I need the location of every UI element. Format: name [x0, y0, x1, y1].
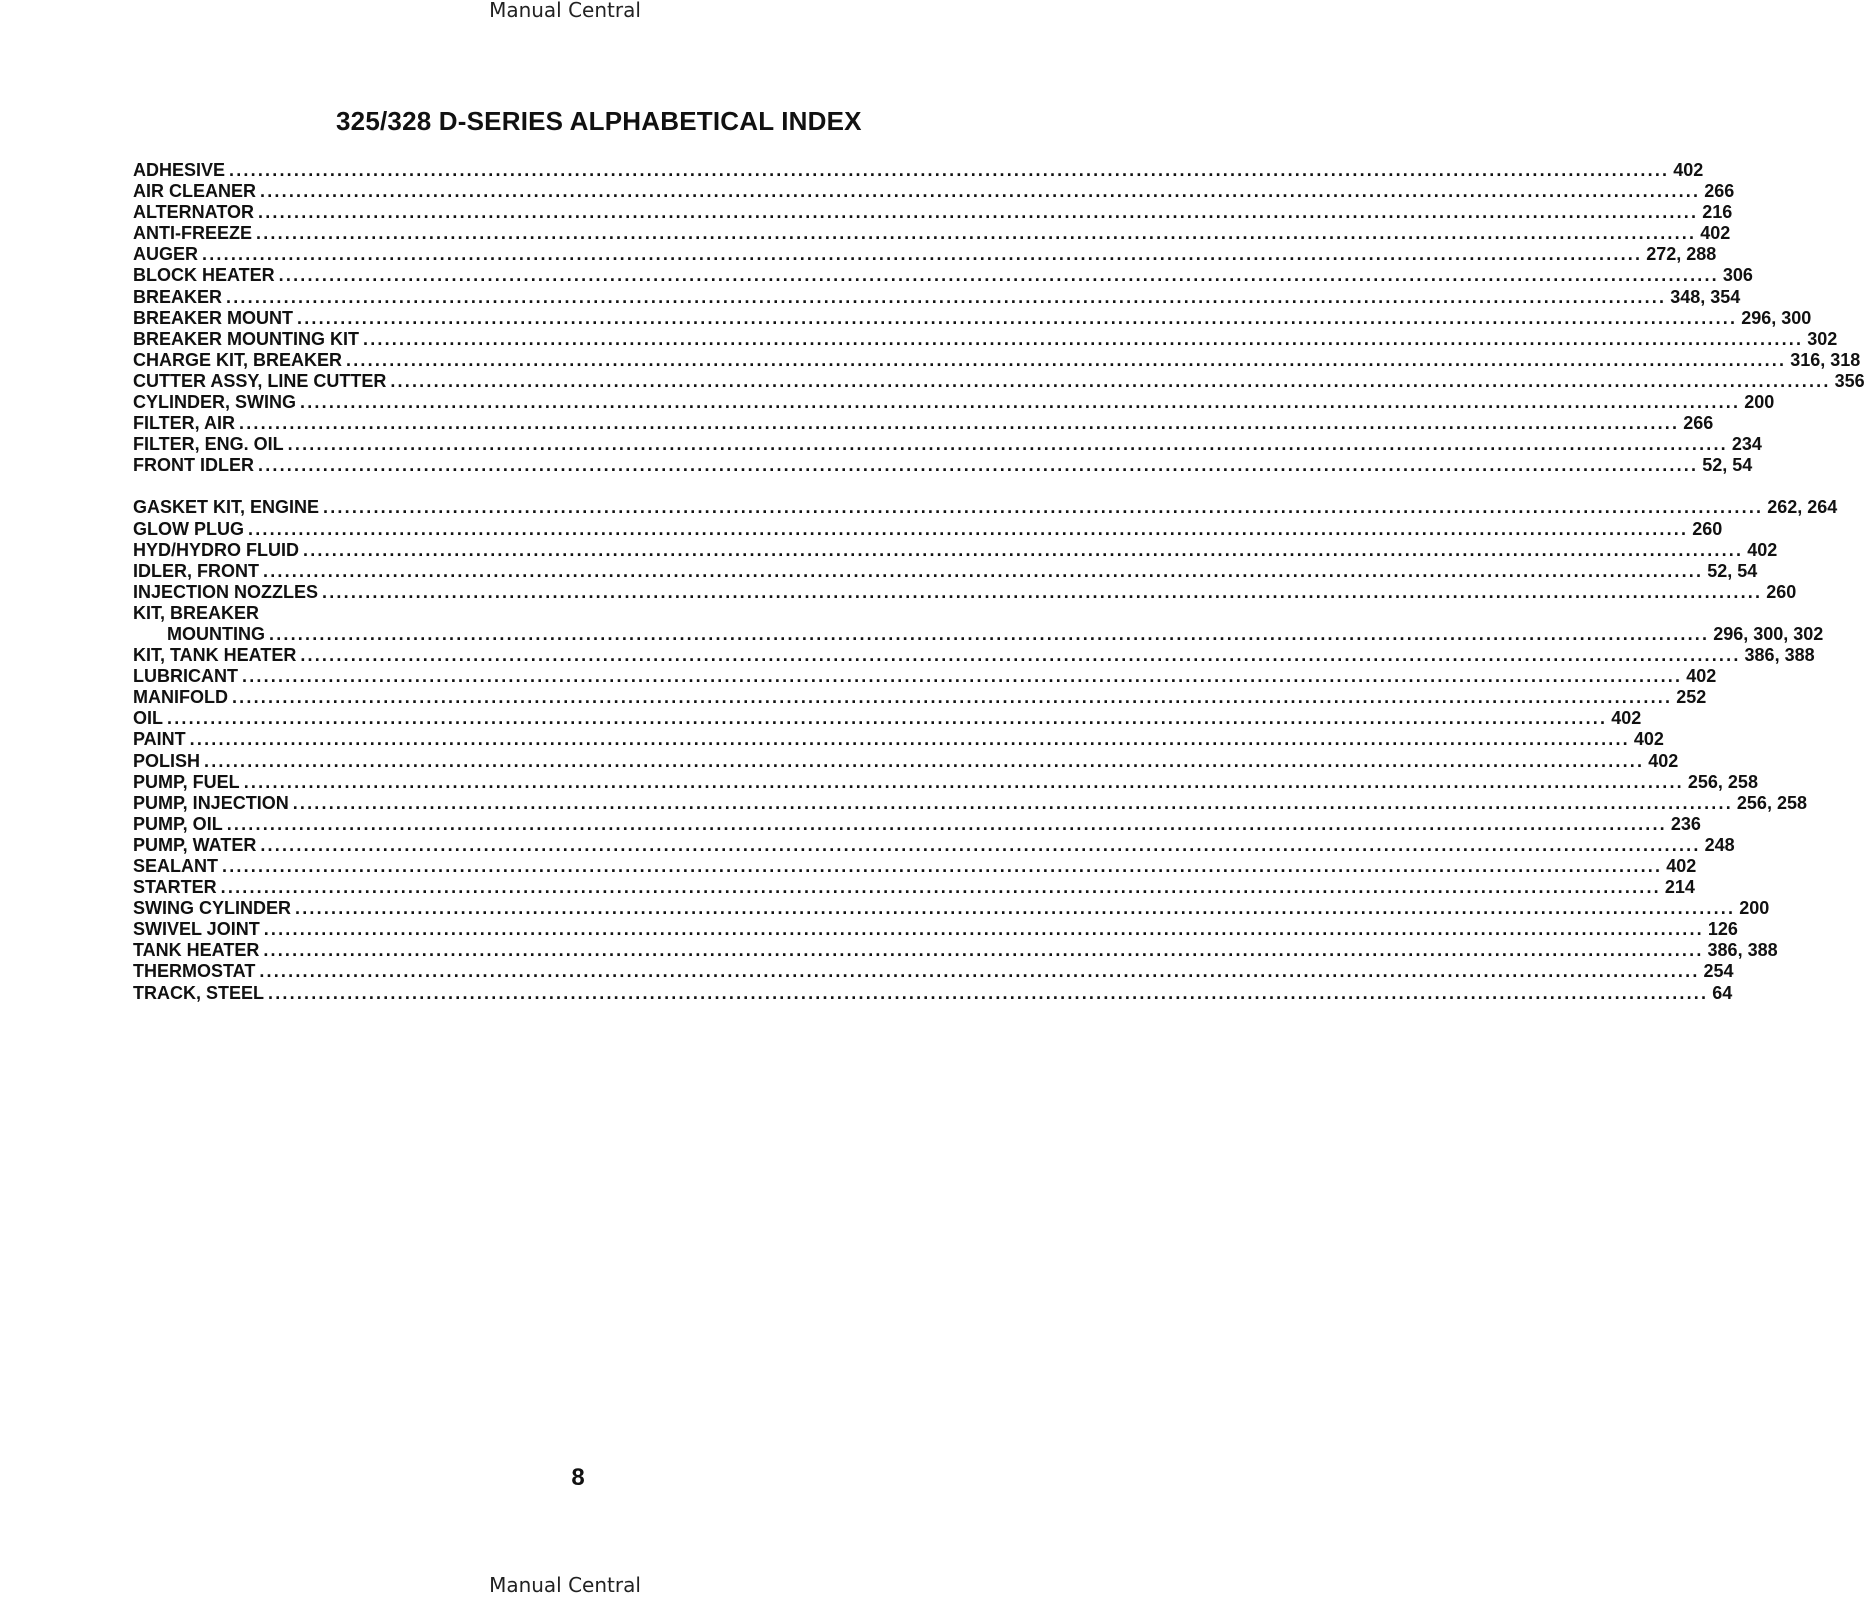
dot-leader: ........................................................................................................................................................................................................	[260, 834, 1701, 855]
dot-leader: ........................................................................................................................................................................................................	[259, 961, 1700, 982]
index-entry	[133, 413, 1714, 434]
index-entry	[133, 729, 1664, 750]
index-entry	[133, 982, 1733, 1004]
index-entry	[133, 392, 1775, 413]
index-entry-label: MOUNTING	[167, 623, 265, 644]
dot-leader: ........................................................................................................................................................................................................	[323, 497, 1764, 518]
index-entry	[133, 497, 1838, 518]
index-entry	[133, 603, 476, 624]
index-entry-pages: 260	[1692, 518, 1723, 539]
dot-leader: ........................................................................................................................................................................................................	[346, 349, 1787, 370]
dot-leader: ........................................................................................................................................................................................................	[231, 687, 1673, 708]
index-entry	[133, 687, 1707, 708]
index-entry	[133, 792, 1807, 814]
index-entry-label: ALTERNATOR	[133, 202, 254, 223]
index-entry	[133, 940, 1778, 961]
dot-leader: ........................................................................................................................................................................................................	[260, 181, 1701, 202]
index-entry-pages: 402	[1633, 729, 1664, 750]
index-entry-label: SWIVEL JOINT	[133, 919, 260, 940]
index-entry-pages: 296, 300, 302	[1713, 623, 1824, 644]
index-entry-pages: 214	[1664, 877, 1695, 898]
index-entry	[133, 307, 1812, 329]
index-entry	[133, 286, 1741, 308]
page-number: 8	[571, 1464, 585, 1491]
dot-leader: ........................................................................................................................................................................................................	[303, 539, 1744, 560]
dot-leader: ........................................................................................................................................................................................................	[189, 729, 1630, 750]
dot-leader: ........................................................................................................................................................................................................	[287, 434, 1728, 455]
index-entry-pages: 236	[1670, 813, 1701, 834]
index-entry	[133, 370, 1865, 392]
dot-leader: ........................................................................................................................................................................................................	[229, 160, 1670, 180]
dot-leader: ........................................................................................................................................................................................................	[278, 265, 1719, 286]
index-entry-label: POLISH	[133, 750, 201, 771]
index-entry	[133, 349, 1861, 371]
index-entry-pages: 252	[1676, 687, 1707, 708]
index-entry-label: PUMP, FUEL	[133, 771, 240, 792]
dot-leader: ........................................................................................................................................................................................................	[300, 645, 1741, 666]
index-entry-pages: 402	[1700, 223, 1731, 244]
dot-leader: ........................................................................................................................................................................................................	[295, 898, 1736, 919]
index-entry-label: OIL	[133, 708, 163, 729]
dot-leader: ........................................................................................................................................................................................................	[300, 392, 1741, 413]
index-entry-pages: 256, 258	[1736, 792, 1807, 813]
index-entry-label: AIR CLEANER	[133, 181, 257, 202]
dot-leader: ........................................................................................................................................................................................................	[258, 455, 1699, 476]
index-entry-label: FILTER, ENG. OIL	[133, 434, 284, 455]
dot-leader: ........................................................................................................................................................................................................	[222, 856, 1663, 876]
index-entry	[133, 328, 1838, 350]
index-entry-label: BREAKER	[133, 286, 223, 307]
index-entry-label: MANIFOLD	[133, 687, 228, 708]
index-entry-pages: 200	[1744, 392, 1775, 413]
index-entry-pages: 306	[1722, 265, 1753, 286]
index-entry-pages: 126	[1707, 919, 1738, 940]
index-entry	[133, 434, 1762, 455]
index-entry-pages: 262, 264	[1767, 497, 1838, 518]
dot-leader: ........................................................................................................................................................................................................	[220, 877, 1661, 898]
index-entry-pages: 402	[1673, 160, 1704, 180]
index-entry-label: INJECTION NOZZLES	[133, 581, 319, 602]
index-entry	[133, 223, 1731, 244]
index-entry	[133, 708, 1642, 729]
dot-leader: ........................................................................................................................................................................................................	[263, 919, 1704, 940]
index-entry	[133, 181, 1735, 202]
index-entry-label: FRONT IDLER	[133, 455, 254, 476]
dot-leader: ........................................................................................................................................................................................................	[297, 307, 1738, 328]
index-entry-label: KIT, BREAKER	[133, 602, 260, 623]
index-entry-pages: 402	[1648, 750, 1679, 771]
index-entry	[133, 265, 1753, 286]
index-entry-label: CUTTER ASSY, LINE CUTTER	[133, 370, 387, 391]
index-entry-label: GLOW PLUG	[133, 518, 244, 539]
dot-leader: ........................................................................................................................................................................................................	[292, 792, 1733, 813]
index-entry-label: BREAKER MOUNTING KIT	[133, 328, 359, 349]
index-entry-pages: 52, 54	[1702, 455, 1753, 476]
index-entry	[133, 539, 1778, 561]
index-entry	[133, 455, 1753, 476]
index-entry-label: KIT, TANK HEATER	[133, 645, 297, 666]
index-entry-pages: 260	[1766, 581, 1797, 602]
index-entry-label: AUGER	[133, 244, 199, 265]
index-entry	[133, 877, 1695, 898]
index-entry	[133, 834, 1735, 856]
index-entry-pages: 234	[1731, 434, 1762, 455]
index-entry-pages: 52, 54	[1707, 560, 1758, 581]
dot-leader: ........................................................................................................................................................................................................	[263, 940, 1704, 961]
index-entry-pages: 248	[1704, 834, 1735, 855]
dot-leader: ........................................................................................................................................................................................................	[258, 202, 1699, 223]
index-entry-label: CYLINDER, SWING	[133, 392, 297, 413]
dot-leader: ........................................................................................................................................................................................................	[263, 560, 1704, 581]
watermark-top: Manual Central	[489, 0, 641, 22]
index-entry	[133, 898, 1770, 919]
index-entry-label: CHARGE KIT, BREAKER	[133, 349, 343, 370]
page-title: 325/328 D-SERIES ALPHABETICAL INDEX	[336, 106, 862, 136]
index-entry	[133, 961, 1734, 982]
index-entry-pages: 316, 318	[1790, 349, 1861, 370]
dot-leader: ........................................................................................................................................................................................................	[363, 328, 1804, 349]
dot-leader: ........................................................................................................................................................................................................	[226, 286, 1667, 307]
index-entry	[133, 771, 1758, 793]
index-entry-label: PUMP, INJECTION	[133, 792, 289, 813]
dot-leader: ........................................................................................................................................................................................................	[242, 666, 1683, 687]
index-entry-label: SEALANT	[133, 856, 218, 876]
index-entry	[133, 856, 1697, 877]
index-entry-pages: 402	[1611, 708, 1642, 729]
index-entry-label: FILTER, AIR	[133, 413, 235, 434]
index-entry	[133, 160, 1704, 181]
index-entry-label: SWING CYLINDER	[133, 898, 292, 919]
alphabetical-index-list	[133, 160, 1865, 1004]
dot-leader: ........................................................................................................................................................................................................	[202, 244, 1643, 265]
index-entry-pages: 302	[1807, 328, 1838, 349]
index-entry-label: PUMP, WATER	[133, 834, 257, 855]
index-entry-pages: 356	[1834, 370, 1865, 391]
index-entry-label: GASKET KIT, ENGINE	[133, 497, 320, 518]
index-entry	[133, 581, 1797, 603]
index-entry-pages: 386, 388	[1707, 940, 1778, 961]
index-entry-label: ANTI-FREEZE	[133, 223, 252, 244]
index-entry-pages: 200	[1739, 898, 1770, 919]
dot-leader: ........................................................................................................................................................................................................	[248, 518, 1689, 539]
index-entry-pages: 64	[1712, 982, 1733, 1003]
index-entry-label: LUBRICANT	[133, 666, 238, 687]
index-entry-pages: 402	[1666, 856, 1697, 876]
index-entry	[133, 623, 1824, 645]
index-entry-label: STARTER	[133, 877, 217, 898]
index-entry	[133, 202, 1733, 223]
index-entry	[133, 813, 1701, 835]
index-entry-pages: 254	[1703, 961, 1734, 982]
dot-leader: ........................................................................................................................................................................................................	[204, 750, 1645, 771]
index-entry-pages: 402	[1686, 666, 1717, 687]
index-entry-label: TANK HEATER	[133, 940, 260, 961]
dot-leader: ........................................................................................................................................................................................................	[268, 982, 1709, 1003]
dot-leader: ........................................................................................................................................................................................................	[239, 413, 1680, 434]
index-entry-pages: 296, 300	[1741, 307, 1812, 328]
watermark-bottom: Manual Central	[489, 1573, 641, 1597]
dot-leader: ........................................................................................................................................................................................................	[269, 623, 1710, 644]
index-entry-pages: 402	[1747, 539, 1778, 560]
index-entry-pages: 256, 258	[1687, 771, 1758, 792]
index-entry-label: PAINT	[133, 729, 186, 750]
index-entry-label: IDLER, FRONT	[133, 560, 259, 581]
index-entry-pages: 348, 354	[1670, 286, 1741, 307]
index-entry	[133, 645, 1815, 666]
index-entry	[133, 244, 1717, 265]
index-entry-label: PUMP, OIL	[133, 813, 223, 834]
index-entry-pages: 216	[1702, 202, 1733, 223]
dot-leader: ........................................................................................................................................................................................................	[322, 581, 1763, 602]
dot-leader: ........................................................................................................................................................................................................	[256, 223, 1697, 244]
index-entry-label: BREAKER MOUNT	[133, 307, 293, 328]
dot-leader: ........................................................................................................................................................................................................	[226, 813, 1667, 834]
dot-leader: ........................................................................................................................................................................................................	[390, 370, 1831, 391]
index-entry-label: TRACK, STEEL	[133, 982, 265, 1003]
index-entry	[133, 750, 1679, 772]
index-entry-pages: 386, 388	[1744, 645, 1815, 666]
index-entry-label: BLOCK HEATER	[133, 265, 275, 286]
index-entry	[133, 919, 1738, 940]
index-entry	[133, 518, 1723, 540]
dot-leader: ........................................................................................................................................................................................................	[167, 708, 1608, 729]
index-entry-label: THERMOSTAT	[133, 961, 256, 982]
index-entry	[133, 666, 1717, 687]
dot-leader: ........................................................................................................................................................................................................	[243, 771, 1684, 792]
index-entry-pages: 266	[1683, 413, 1714, 434]
index-entry-label: HYD/HYDRO FLUID	[133, 539, 299, 560]
index-entry-pages: 272, 288	[1646, 244, 1717, 265]
index-entry	[133, 560, 1758, 582]
index-entry-label: ADHESIVE	[133, 160, 226, 180]
index-entry-pages: 266	[1704, 181, 1735, 202]
